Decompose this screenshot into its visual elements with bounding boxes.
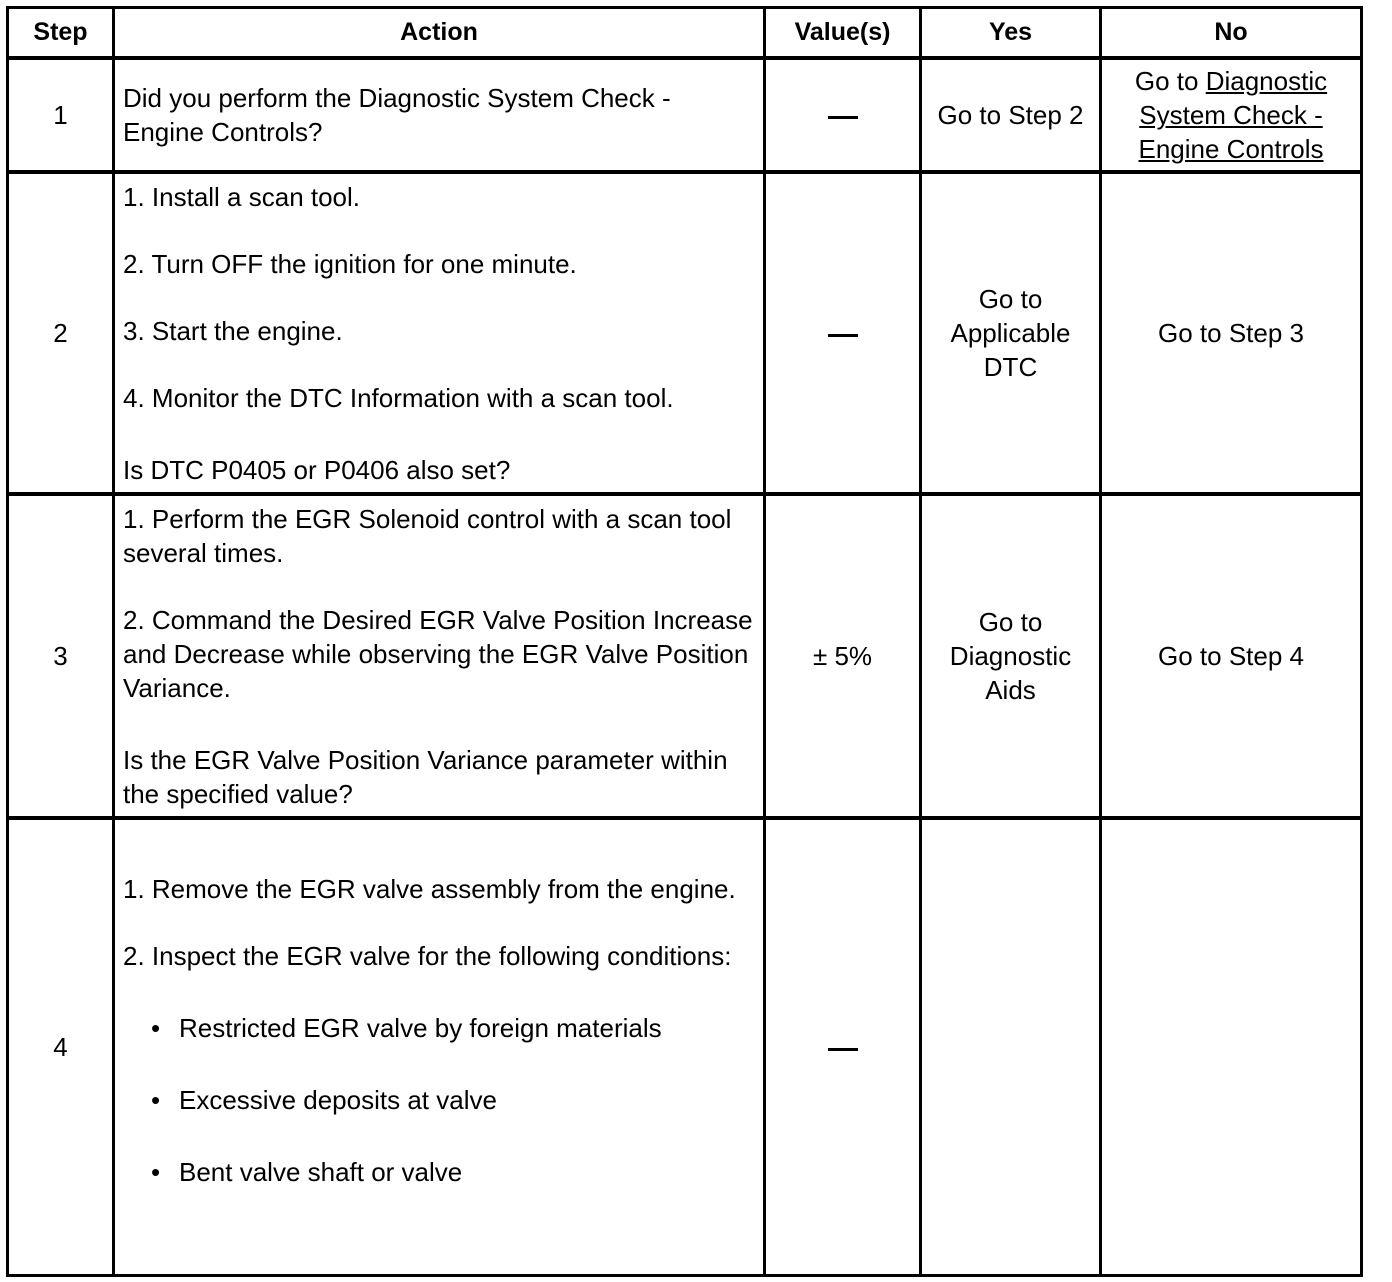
header-no: No [1102, 9, 1360, 60]
action-text: 1. Remove the EGR valve assembly from the engine. [123, 874, 736, 904]
yes-cell: Go to Step 2 [922, 60, 1102, 174]
yes-cell: Go to Applicable DTC [922, 174, 1102, 496]
dash-value [828, 116, 858, 119]
list-item: • Bent valve shaft or valve [151, 1155, 757, 1189]
header-yes: Yes [922, 9, 1102, 60]
action-text: 4. Monitor the DTC Information with a scan tool. [123, 382, 674, 413]
list-item: • Excessive deposits at valve [151, 1083, 757, 1117]
dash-value [828, 334, 858, 337]
no-cell: Go to Step 3 [1102, 174, 1360, 496]
step-number: 2 [9, 174, 115, 496]
action-question: Is the EGR Valve Position Variance parameter within the specified value? [123, 744, 728, 809]
no-cell [1102, 60, 1360, 174]
yes-cell: Go to Diagnostic Aids [922, 496, 1102, 820]
action-cell [115, 60, 766, 174]
action-text: 1. Perform the EGR Solenoid control with a scan tool several times. [123, 503, 732, 568]
value-cell [766, 820, 922, 1274]
value-cell [766, 60, 922, 174]
action-text: Did you perform the Diagnostic System Check - Engine Controls? [123, 83, 671, 147]
header-step: Step [9, 9, 115, 60]
diagnostic-table [6, 6, 1363, 1277]
value-cell [766, 174, 922, 496]
yes-cell [922, 820, 1102, 1274]
dash-value [828, 1048, 858, 1051]
no-cell: Go to Step 4 [1102, 496, 1360, 820]
action-cell [115, 174, 766, 496]
action-text: 3. Start the engine. [123, 315, 343, 346]
diagnostic-system-check-link[interactable]: Diagnostic System Check - Engine Controls [1138, 66, 1328, 164]
action-text: 1. Install a scan tool. [123, 181, 361, 212]
no-prefix: Go to [1134, 66, 1206, 96]
header-row [9, 9, 1360, 60]
action-text: 2. Command the Desired EGR Valve Position Increase and Decrease while observing the EGR Valve Position Variance. [123, 604, 753, 703]
header-action: Action [115, 9, 766, 60]
table-row [9, 174, 1360, 496]
action-text: 2. Inspect the EGR valve for the following conditions: [123, 941, 732, 971]
list-item: • Restricted EGR valve by foreign materials [151, 1011, 757, 1045]
no-cell [1102, 820, 1360, 1274]
action-cell [115, 496, 766, 820]
table-row [9, 496, 1360, 820]
step-number: 4 [9, 820, 115, 1274]
header-values: Value(s) [766, 9, 922, 60]
action-text: 2. Turn OFF the ignition for one minute. [123, 248, 577, 279]
action-question: Is DTC P0405 or P0406 also set? [123, 454, 511, 485]
step-number: 1 [9, 60, 115, 174]
value-cell: ± 5% [766, 496, 922, 820]
step-number: 3 [9, 496, 115, 820]
table-row [9, 60, 1360, 174]
table-row [9, 820, 1360, 1274]
condition-list [123, 1011, 757, 1189]
action-cell [115, 820, 766, 1274]
